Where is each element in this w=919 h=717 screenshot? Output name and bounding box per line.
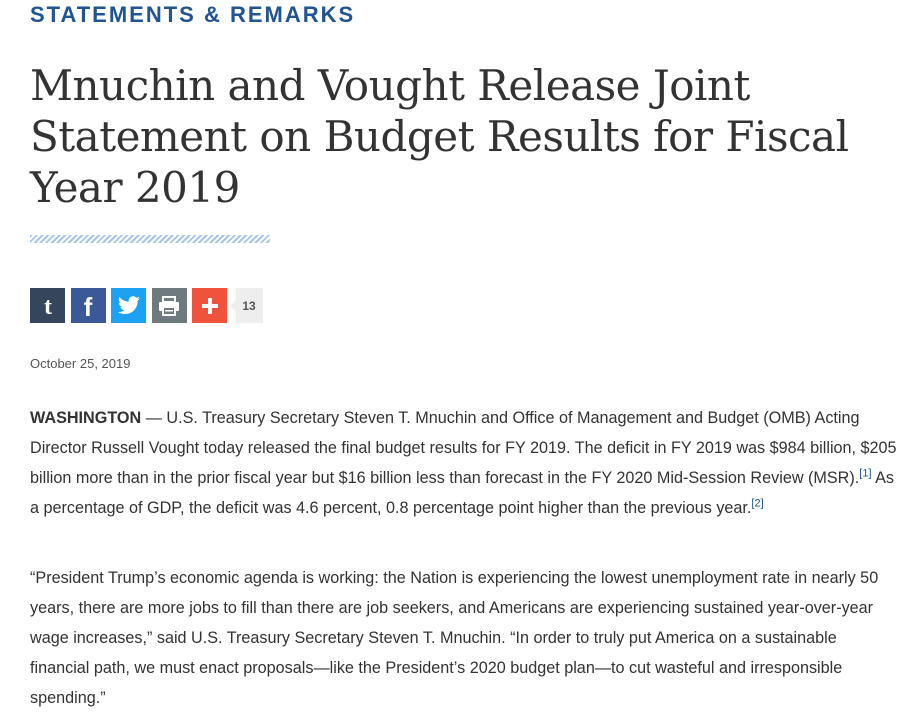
article-paragraph-1 [30,403,900,523]
print-icon [158,296,180,316]
page-title: Mnuchin and Vought Release Joint Statement on Budget Results for Fiscal Year 2019 [30,61,849,212]
share-facebook-button[interactable] [71,288,106,323]
share-toolbar [30,288,263,323]
svg-text:t: t [43,294,52,317]
share-tumblr-button[interactable] [30,288,65,323]
footnote-link-2[interactable]: [2] [751,497,764,510]
plus-icon [200,296,220,316]
svg-text:f: f [83,293,93,318]
twitter-icon [117,296,141,316]
footnote-link-1[interactable]: [1] [859,467,872,480]
title-divider [30,235,270,243]
section-kicker[interactable]: STATEMENTS & REMARKS [30,2,356,27]
tumblr-icon [38,295,58,317]
share-more-button[interactable] [192,288,227,323]
article-paragraph-2: “President Trump’s economic agenda is working: the Nation is experiencing the lowest unemployment rate in nearly 50 years, there are more jobs to fill than there are job seekers, and Americans are experiencing sustained year-over-year wage increases,” said U.S. Treasury Secretary Steven T. Mnuchin. “In order to truly put America on a sustainable financial path, we must enact proposals—like the President’s 2020 budget plan—to cut wasteful and irresponsible spending.” [30,569,879,707]
dateline: WASHINGTON [30,409,142,427]
share-twitter-button[interactable] [111,288,146,323]
paragraph-text: As a percentage of GDP, the deficit was 4.6 percent, 0.8 percentage point higher than the previous year. [30,469,894,517]
share-print-button[interactable] [152,288,187,323]
facebook-icon [78,294,98,318]
publish-date: October 25, 2019 [30,356,131,371]
footnote-ref-2 [751,498,763,510]
share-count-badge: 13 [236,288,263,323]
footnote-ref-1 [859,468,871,480]
paragraph-text: — U.S. Treasury Secretary Steven T. Mnuchin and Office of Management and Budget (OMB) Acting Director Russell Vought today released the final budget results for FY 2019. The deficit in FY 2019 was $984 billion, $205 billion more than in the prior fiscal year but $16 billion less than forecast in the FY 2020 Mid-Session Review (MSR). [30,409,897,487]
